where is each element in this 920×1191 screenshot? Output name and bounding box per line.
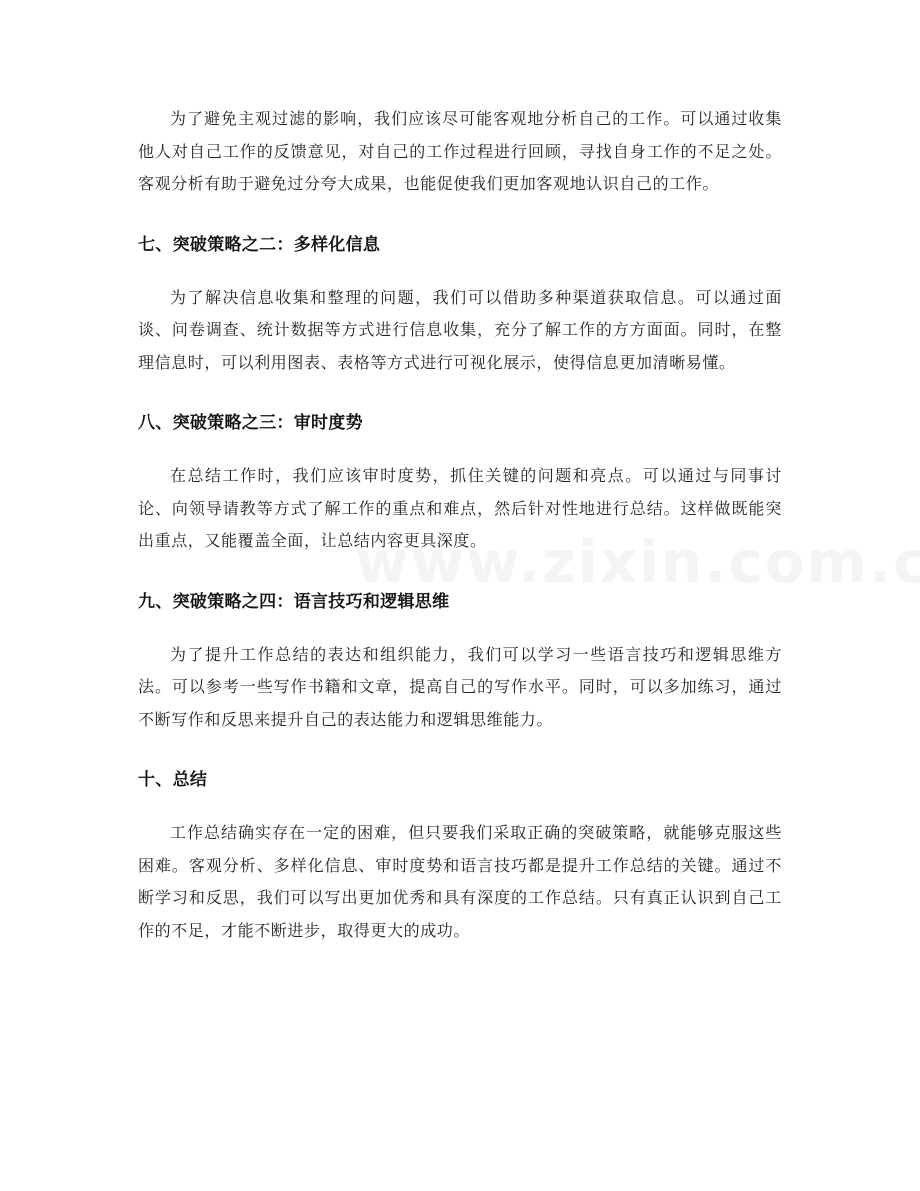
heading-section-7: 七、突破策略之二：多样化信息 (138, 234, 381, 255)
paragraph-section-9: 为了提升工作总结的表达和组织能力，我们可以学习一些语言技巧和逻辑思维方法。可以参考一些写作书籍和文章，提高自己的写作水平。同时，可以多加练习，通过不断写作和反思来提升自己的表达能力和逻辑思维能力。 (138, 644, 782, 729)
paragraph-section-8: 在总结工作时，我们应该审时度势，抓住关键的问题和亮点。可以通过与同事讨论、向领导请教等方式了解工作的重点和难点，然后针对性地进行总结。这样做既能突出重点，又能覆盖全面，让总结内容更具深度。 (138, 466, 782, 550)
document-body (138, 103, 782, 947)
paragraph-objective-analysis: 为了避免主观过滤的影响，我们应该尽可能客观地分析自己的工作。可以通过收集他人对自己工作的反馈意见，对自己的工作过程进行回顾，寻找自身工作的不足之处。客观分析有助于避免过分夸大成果，也能促使我们更加客观地认识自己的工作。 (138, 109, 782, 193)
heading-section-9: 九、突破策略之四：语言技巧和逻辑思维 (138, 591, 450, 612)
paragraph-section-7: 为了解决信息收集和整理的问题，我们可以借助多种渠道获取信息。可以通过面谈、问卷调查、统计数据等方式进行信息收集，充分了解工作的方方面面。同时，在整理信息时，可以利用图表、表格等方式进行可视化展示，使得信息更加清晰易懂。 (138, 287, 782, 372)
paragraph-section-10: 工作总结确实存在一定的困难，但只要我们采取正确的突破策略，就能够克服这些困难。客观分析、多样化信息、审时度势和语言技巧都是提升工作总结的关键。通过不断学习和反思，我们可以写出更加优秀和具有深度的工作总结。只有真正认识到自己工作的不足，才能不断进步，取得更大的成功。 (138, 823, 782, 940)
heading-section-10: 十、总结 (138, 770, 208, 790)
heading-section-8: 八、突破策略之三：审时度势 (138, 413, 363, 433)
